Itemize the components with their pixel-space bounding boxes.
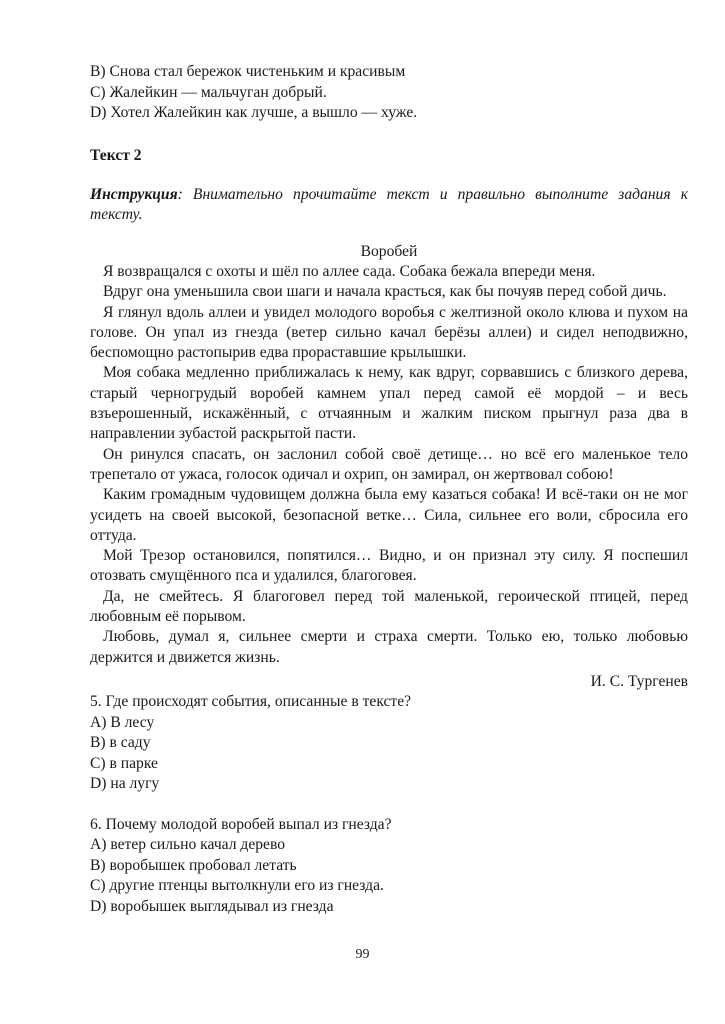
- question-text: 6. Почему молодой воробей выпал из гнезда?: [90, 815, 392, 833]
- story-paragraph: Он ринулся спасать, он заслонил собой своё детище… но всё его маленькое тело трепетало от ужаса, голосок одичал и охрип, он замирал, он жертвовал собою!: [90, 445, 688, 483]
- story-paragraph: Да, не смейтесь. Я благоговел перед той маленькой, героической птицей, перед любовным её порывом.: [90, 587, 688, 626]
- page-content: [90, 62, 688, 917]
- option-line: C) Жалейкин — мальчуган добрый.: [90, 83, 327, 101]
- page-number: 99: [355, 947, 370, 962]
- spacer: [90, 795, 688, 815]
- section-heading: Текст 2: [90, 146, 142, 164]
- story-author: И. С. Тургенев: [590, 672, 688, 690]
- option-line: D) Хотел Жалейкин как лучше, а вышло — хуже.: [90, 104, 418, 121]
- instruction: [90, 185, 688, 226]
- story-title: Воробей: [360, 242, 418, 260]
- answer-option: B) в саду: [90, 734, 151, 752]
- question-6: [90, 815, 688, 918]
- answer-option: B) воробышек пробовал летать: [90, 856, 297, 874]
- story-paragraph: Я глянул вдоль аллеи и увидел молодого воробья с желтизной около клюва и пухом на голове. Он упал из гнезда (ветер сильно качал берёзы аллеи) и сидел неподвижно, беспомощно растопырив едва прораставшие крылышки.: [90, 303, 688, 362]
- previous-options: [90, 62, 688, 124]
- story-body: [90, 262, 688, 668]
- answer-option: C) в парке: [90, 754, 158, 772]
- story-paragraph: Мой Трезор остановился, попятился… Видно, и он признал эту силу. Я поспешил отозвать смущённого пса и удалился, благоговея.: [90, 547, 688, 585]
- answer-option: A) ветер сильно качал дерево: [90, 836, 286, 854]
- story-paragraph: Каким громадным чудовищем должна была ему казаться собака! И всё-таки он не мог усидеть на своей высокой, безопасной ветке… Сила, сильнее его воли, сбросила его оттуда.: [90, 486, 688, 544]
- instruction-label: Инструкция: [90, 185, 178, 203]
- story-paragraph: Вдруг она уменьшила свои шаги и начала красться, как бы почуяв перед собой дичь.: [103, 283, 667, 301]
- answer-option: D) воробышек выглядывал из гнезда: [90, 897, 334, 915]
- story-paragraph: Я возвращался с охоты и шёл по аллее сада. Собака бежала впереди меня.: [103, 263, 596, 280]
- answer-option: D) на лугу: [90, 775, 160, 793]
- story-paragraph: Моя собака медленно приближалась к нему, как вдруг, сорвавшись с близкого дерева, старый черногрудый воробей камнем упал перед самой её мордой – и весь взъерошенный, искажённый, с отчаянным и жалким писком прыгнул раза два в направлении зубастой раскрытой пасти.: [90, 364, 688, 443]
- story-paragraph: Любовь, думал я, сильнее смерти и страха смерти. Только ею, только любовью держится и движется жизнь.: [90, 628, 688, 666]
- answer-option: A) В лесу: [90, 713, 155, 731]
- answer-option: C) другие птенцы вытолкнули его из гнезда.: [90, 877, 384, 895]
- question-text: 5. Где происходят события, описанные в тексте?: [90, 693, 412, 711]
- question-5: [90, 692, 688, 795]
- option-line: B) Снова стал бережок чистеньким и красивым: [90, 63, 406, 80]
- instruction-text: : Внимательно прочитайте текст и правильно выполните задания к тексту.: [90, 185, 688, 223]
